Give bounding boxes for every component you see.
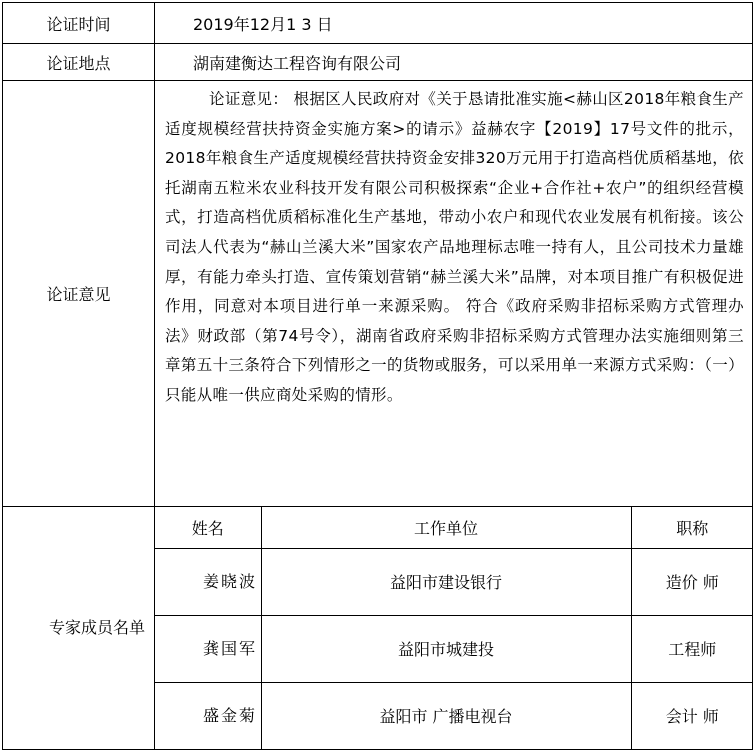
expert-unit: 益阳市城建投 [261,615,631,682]
opinion-text: 论证意见： 根据区人民政府对《关于恳请批准实施<赫山区2018年粮食生产适度规模经营扶持资金实施方案>的请示》益赫农字【2019】17号文件的批示，2018年粮食生产适度规模经营扶持资金安排320万元用于打造高档优质稻基地，依托湖南五粒米农业科技开发有限公司积极探索“企业+合作社+农户”的组织经营模式，打造高档优质稻标准化生产基地，带动小农户和现代农业发展有机衔接。该公司法人代表为“赫山兰溪大米”国家农产品地理标志唯一持有人，且公司技术力量雄厚，有能力牵头打造、宣传策划营销“赫兰溪大米”品牌，对本项目推广有积极促进作用，同意对本项目进行单一来源采购。 符合《政府采购非招标采购方式管理办法》财政部（第74号令），湖南省政府采购非招标采购方式管理办法实施细则第三章第五十三条符合下列情形之一的货物或服务，可以采用单一来源方式采购：（一）只能从唯一供应商处采购的情形。 [165,90,744,404]
table-row [155,615,753,682]
opinion-cell [155,81,753,507]
argument-form-table [2,2,753,750]
experts-row [3,507,753,750]
place-value: 湖南建衡达工程咨询有限公司 [155,44,753,81]
expert-unit: 益阳市 广播电视台 [261,682,631,749]
time-row [3,3,753,44]
expert-title: 造价 师 [631,548,753,615]
table-row [155,548,753,615]
experts-cell [155,507,753,750]
place-label: 论证地点 [3,44,155,81]
header-title: 职称 [631,507,753,548]
document-page [2,2,752,748]
experts-header-row [155,507,753,548]
table-row [155,682,753,749]
header-unit: 工作单位 [261,507,631,548]
expert-title: 工程师 [631,615,753,682]
time-value: 2019年12月1 3 日 [155,3,753,44]
experts-table [155,507,753,749]
time-label: 论证时间 [3,3,155,44]
expert-title: 会计 师 [631,682,753,749]
opinion-row [3,81,753,507]
expert-unit: 益阳市建设银行 [261,548,631,615]
expert-name: 盛金菊 [155,682,261,749]
experts-label: 专家成员名单 [3,507,155,750]
place-row [3,44,753,81]
expert-name: 龚国军 [155,615,261,682]
expert-name: 姜晓波 [155,548,261,615]
opinion-label: 论证意见 [3,81,155,507]
header-name: 姓名 [155,507,261,548]
